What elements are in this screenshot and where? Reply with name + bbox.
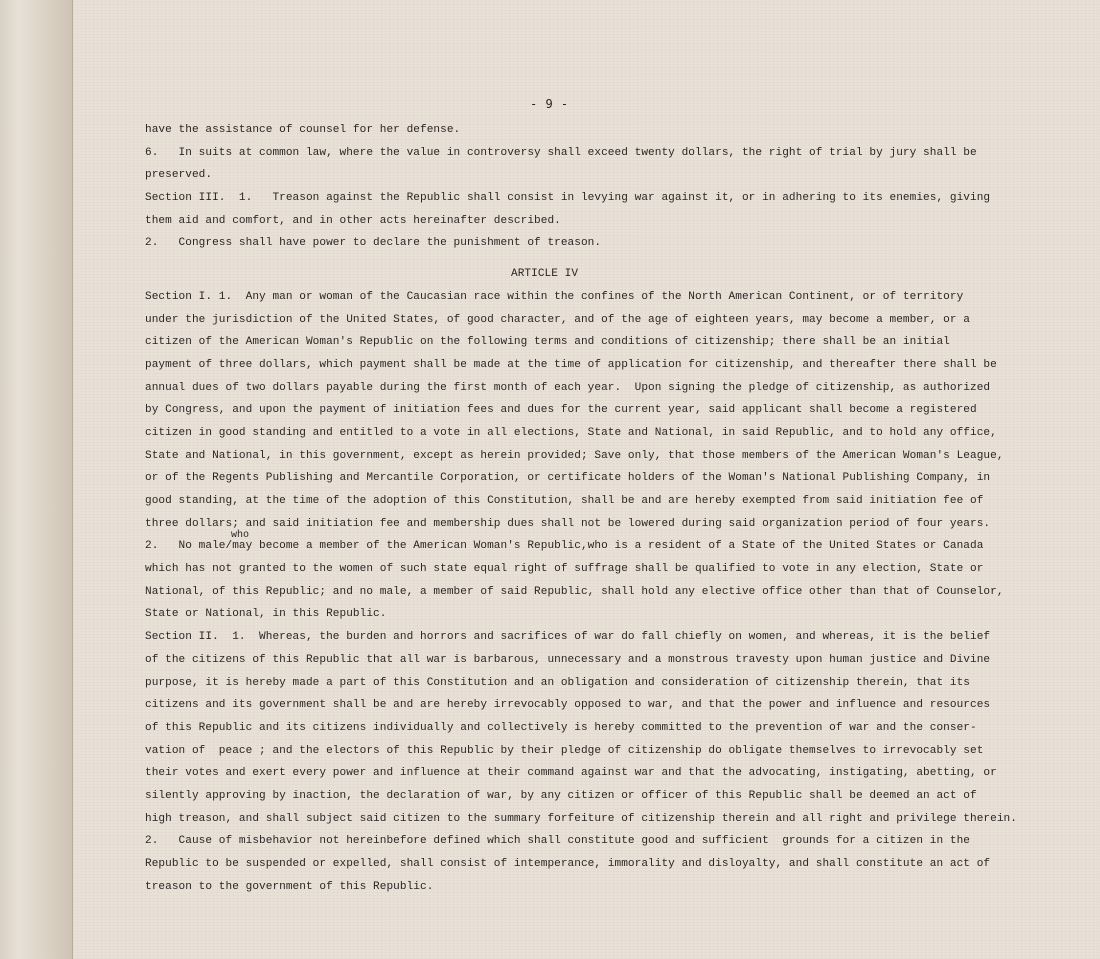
text-line: their votes and exert every power and influence at their command against war and that the advocating, instigating, abetting, or [145, 767, 997, 780]
binding-strip [0, 0, 73, 959]
text-line: State or National, in this Republic. [145, 608, 387, 621]
text-line: preserved. [145, 169, 213, 182]
text-line: Section III. 1. Treason against the Republic shall consist in levying war against it, or in adhering to its enemies, giving [145, 192, 991, 205]
text-line: three dollars; and said initiation fee and membership dues shall not be lowered during said organization period of four years. [145, 517, 991, 530]
article-heading: ARTICLE IV [511, 268, 579, 281]
text-line: purpose, it is hereby made a part of this Constitution and an obligation and consideration of citizenship therein, that its [145, 676, 971, 689]
page-number: - 9 - [530, 97, 569, 111]
text-line: have the assistance of counsel for her defense. [145, 124, 461, 136]
text-line: State and National, in this government, except as herein provided; Save only, that those members of the American Woman's League, [145, 449, 1004, 462]
document-body [145, 119, 1045, 898]
text-line: them aid and comfort, and in other acts hereinafter described. [145, 214, 561, 227]
text-line: vation of peace ; and the electors of this Republic by their pledge of citizenship do obligate themselves to irrevocably set [145, 744, 984, 757]
text-line: 6. In suits at common law, where the value in controversy shall exceed twenty dollars, the right of trial by jury shall be [145, 146, 977, 159]
text-line: silently approving by inaction, the declaration of war, by any citizen or officer of this Republic shall be deemed an act of [145, 789, 977, 802]
text-line: citizen in good standing and entitled to a vote in all elections, State and National, in said Republic, and to hold any office, [145, 426, 997, 439]
text-line: Republic to be suspended or expelled, shall consist of intemperance, immorality and disloyalty, and shall constitute an act of [145, 858, 991, 870]
text-line: treason to the government of this Republic. [145, 880, 434, 893]
text-line: 2. Cause of misbehavior not hereinbefore defined which shall constitute good and sufficient grounds for a citizen in the [145, 835, 971, 848]
text-line: high treason, and shall subject said citizen to the summary forfeiture of citizenship therein and all right and privilege therein. [145, 812, 1017, 825]
text-line: which has not granted to the women of such state equal right of suffrage shall be qualified to vote in any election, State or [145, 563, 984, 576]
text-line: 2. Congress shall have power to declare the punishment of treason. [145, 237, 602, 250]
text-line: National, of this Republic; and no male, a member of said Republic, shall hold any elective office other than that of Counselor, [145, 585, 1004, 598]
text-line: Section II. 1. Whereas, the burden and horrors and sacrifices of war do fall chiefly on women, and whereas, it is the belief [145, 631, 991, 644]
text-line: citizen of the American Woman's Republic on the following terms and conditions of citizenship; there shall be an initial [145, 336, 950, 349]
text-line: payment of three dollars, which payment shall be made at the time of application for citizenship, and thereafter there shall be [145, 358, 997, 371]
interlinear-insertion: who [231, 530, 250, 541]
text-line: under the jurisdiction of the United States, of good character, and of the age of eighteen years, may become a member, or a [145, 313, 971, 326]
text-line: of this Republic and its citizens individually and collectively is hereby committed to the prevention of war and the conser- [145, 721, 977, 734]
text-line: 2. No male/may become a member of the American Woman's Republic,who is a resident of a State of the United States or Canada [145, 540, 984, 553]
text-line: or of the Regents Publishing and Mercantile Corporation, or certificate holders of the Woman's National Publishing Company, in [145, 472, 991, 485]
text-line: citizens and its government shall be and are hereby irrevocably opposed to war, and that the power and influence and resources [145, 699, 991, 712]
text-line: annual dues of two dollars payable during the first month of each year. Upon signing the pledge of citizenship, as authorized [145, 381, 991, 394]
text-line: by Congress, and upon the payment of initiation fees and dues for the current year, said applicant shall become a registered [145, 404, 977, 417]
text-line: good standing, at the time of the adoption of this Constitution, shall be and are hereby exempted from said initiation fee of [145, 495, 984, 507]
text-line: of the citizens of this Republic that all war is barbarous, unnecessary and a monstrous travesty upon human justice and Divine [145, 653, 991, 666]
text-line: Section I. 1. Any man or woman of the Caucasian race within the confines of the North American Continent, or of territory [145, 290, 964, 303]
